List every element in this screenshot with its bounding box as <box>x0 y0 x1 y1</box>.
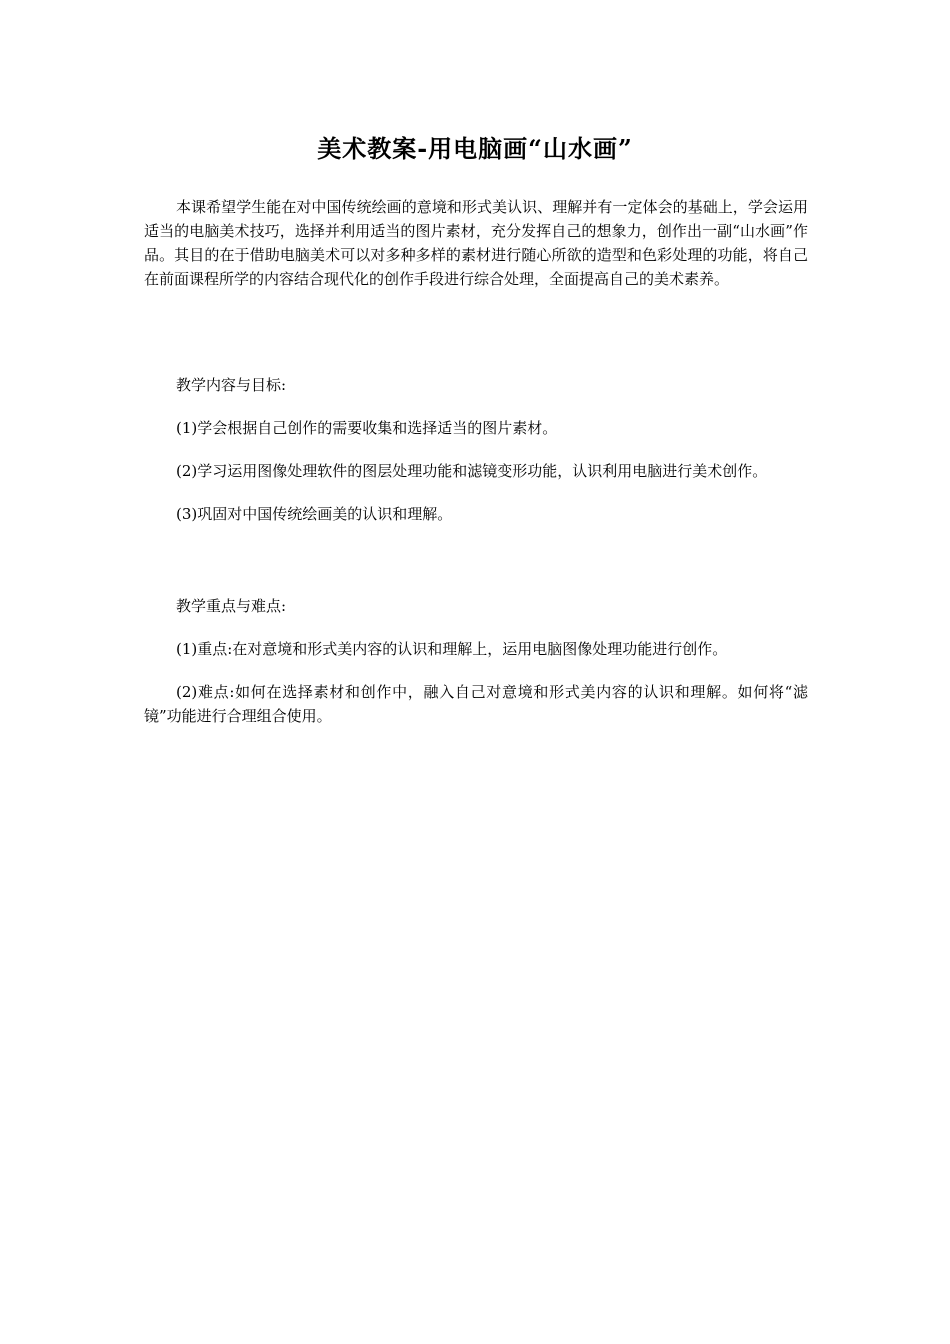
objectives-heading: 教学内容与目标: <box>176 376 287 394</box>
intro-paragraph: 本课希望学生能在对中国传统绘画的意境和形式美认识、理解并有一定体会的基础上，学会运用适当的电脑美术技巧，选择并利用适当的图片素材，充分发挥自己的想象力，创作出一副“山水画”作品。其目的在于借助电脑美术可以对多种多样的素材进行随心所欲的造型和色彩处理的功能，将自己在前面课程所学的内容结合现代化的创作手段进行综合处理，全面提高自己的美术素养。 <box>144 198 808 288</box>
key-point-item: (1)重点:在对意境和形式美内容的认识和理解上，运用电脑图像处理功能进行创作。 <box>176 640 728 658</box>
document-title: 美术教案-用电脑画“山水画” <box>317 134 633 163</box>
document-body <box>144 195 808 747</box>
key-points-heading: 教学重点与难点: <box>176 597 287 615</box>
objective-item: (3)巩固对中国传统绘画美的认识和理解。 <box>176 505 453 523</box>
key-point-item: (2)难点:如何在选择素材和创作中，融入自己对意境和形式美内容的认识和理解。如何将“滤镜”功能进行合理组合使用。 <box>144 683 808 725</box>
objective-item: (2)学习运用图像处理软件的图层处理功能和滤镜变形功能，认识利用电脑进行美术创作。 <box>176 462 768 480</box>
objective-item: (1)学会根据自己创作的需要收集和选择适当的图片素材。 <box>176 419 558 437</box>
